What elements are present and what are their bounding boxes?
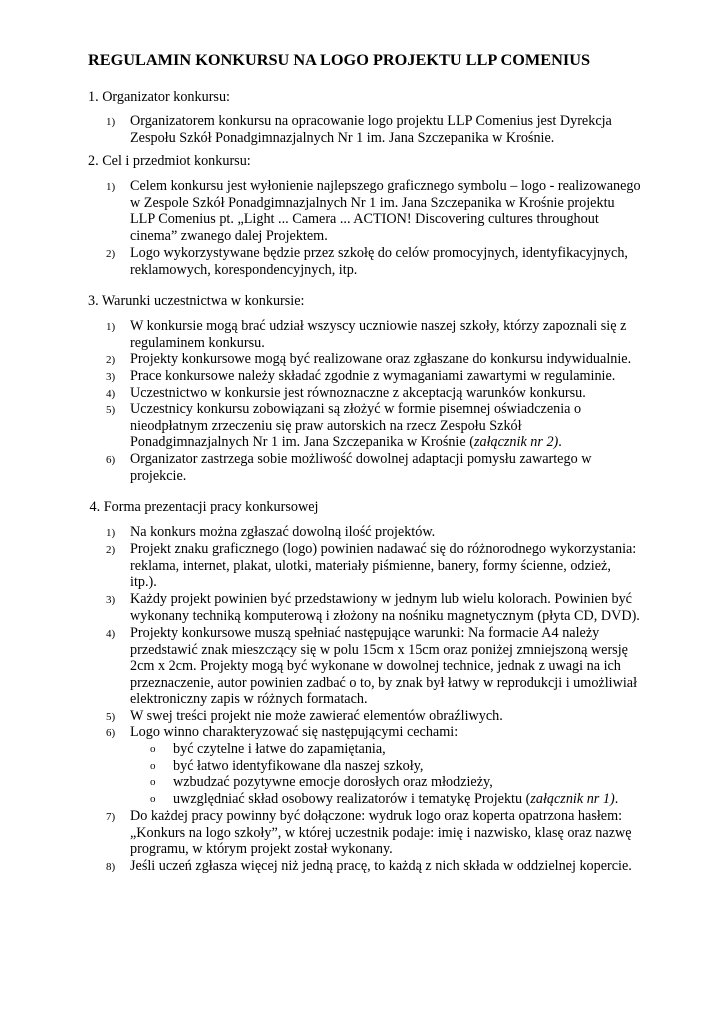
item-line: regulaminem konkursu. (130, 334, 265, 351)
item-line: reklamowych, korespondencyjnych, itp. (130, 261, 358, 278)
item-line: Uczestnictwo w konkursie jest równoznaczne z akceptacją warunków konkursu. (130, 385, 586, 401)
item-number: 3) (106, 371, 116, 383)
item-number: 3) (106, 594, 116, 606)
list-item (106, 318, 670, 351)
item-number: 6) (106, 454, 116, 466)
item-line: Prace konkursowe należy składać zgodnie z wymaganiami zawartymi w regulaminie. (130, 368, 616, 384)
item-line: Każdy projekt powinien być przedstawiony w jednym lub wielu kolorach. Powinien być (130, 591, 632, 607)
item-line: 2cm x 2cm. Projekty mogą być wykonane w dowolnej technice, jednak z uwagi na ich (130, 658, 621, 674)
item-line: programu, w którym projekt został wykonany. (130, 841, 393, 857)
bullet-item (150, 774, 493, 791)
item-line: przeznaczenie, autor powinien zadbać o to, by znak był łatwy w reprodukcji i umożliwiał (130, 674, 638, 691)
item-line: itp.). (130, 574, 157, 590)
attachment-reference: załącznik nr 1) (530, 791, 615, 807)
item-line: Jeśli uczeń zgłasza więcej niż jedną pracę, to każdą z nich składa w oddzielnej kopercie. (130, 858, 632, 874)
item-line: Zespołu Szkół Ponadgimnazjalnych Nr 1 im. Jana Szczepanika w Krośnie. (130, 129, 555, 146)
section-heading: 4. Forma prezentacji pracy konkursowej (86, 499, 319, 515)
list-item (106, 708, 670, 725)
item-line: Projekty konkursowe muszą spełniać następujące warunki: Na formacie A4 należy (130, 625, 600, 641)
bullet-item (150, 741, 386, 758)
list-item (106, 178, 670, 244)
item-line: Na konkurs można zgłaszać dowolną ilość projektów. (130, 524, 436, 540)
list-item (106, 541, 670, 591)
item-line: projekcie. (130, 467, 187, 484)
section-heading: 2. Cel i przedmiot konkursu: (88, 153, 251, 169)
item-line: cinema” zwanego dalej Projektem. (130, 227, 328, 244)
bullet-marker: o (150, 743, 156, 755)
bullet-marker: o (150, 776, 156, 788)
item-line: wykonany techniką komputerową i złożony na nośniku magnetycznym (płyta CD, DVD). (130, 607, 640, 624)
item-line: przedstawić znak mieszczący się w polu 15cm x 15cm oraz poniżej zmniejszoną wersję (130, 641, 628, 658)
bullet-marker: o (150, 793, 156, 805)
list-item (106, 401, 670, 451)
item-number: 8) (106, 861, 116, 873)
item-line-end: . (558, 434, 562, 450)
item-line: reklama, internet, plakat, ulotki, materiały piśmienne, banery, formy ścienne, odzież, (130, 557, 611, 574)
list-item (106, 351, 670, 368)
item-line: Uczestnicy konkursu zobowiązani są złożyć w formie pisemnej oświadczenia o (130, 401, 582, 417)
bullet-text: być czytelne i łatwe do zapamiętania, (173, 741, 386, 757)
item-number: 1) (106, 321, 116, 333)
item-number: 6) (106, 727, 116, 739)
list-item (106, 625, 670, 708)
item-line: elektroniczny zapis w różnych formatach. (130, 691, 368, 707)
item-number: 2) (106, 354, 116, 366)
list-item (106, 724, 670, 741)
list-item (106, 451, 670, 484)
attachment-reference: załącznik nr 2) (473, 434, 559, 450)
item-line: Logo winno charakteryzować się następującymi cechami: (130, 724, 459, 740)
item-number: 2) (106, 544, 116, 556)
item-number: 1) (106, 527, 116, 539)
bullet-marker: o (150, 760, 156, 772)
item-line: „Konkurs na logo szkoły”, w której uczestnik podaje: imię i nazwisko, klasę oraz nazwę (130, 824, 632, 841)
item-line: Celem konkursu jest wyłonienie najlepszego graficznego symbolu – logo - realizowanego (130, 178, 641, 194)
item-number: 1) (106, 116, 116, 128)
bullet-text: być łatwo identyfikowane dla naszej szkoły, (173, 758, 424, 774)
list-item (106, 591, 670, 624)
item-line: W konkursie mogą brać udział wszyscy uczniowie naszej szkoły, którzy zapoznali się z (130, 318, 627, 334)
list-item (106, 245, 670, 278)
item-number: 4) (106, 628, 116, 640)
bullet-item (150, 791, 619, 808)
item-line: Organizatorem konkursu na opracowanie logo projektu LLP Comenius jest Dyrekcja (130, 113, 612, 129)
item-line: nieodpłatnym zrzeczeniu się praw autorskich na rzecz Zespołu Szkół (130, 417, 522, 434)
item-line: Projekt znaku graficznego (logo) powinien nadawać się do różnorodnego wykorzystania: (130, 541, 637, 557)
item-line: Logo wykorzystywane będzie przez szkołę do celów promocyjnych, identyfikacyjnych, (130, 245, 628, 261)
item-number: 4) (106, 388, 116, 400)
item-line: W swej treści projekt nie może zawierać elementów obraźliwych. (130, 708, 503, 724)
item-number: 7) (106, 811, 116, 823)
item-line (130, 434, 670, 451)
list-item (106, 385, 670, 402)
section-heading: 3. Warunki uczestnictwa w konkursie: (88, 293, 305, 309)
list-item (106, 113, 670, 146)
bullet-text: wzbudzać pozytywne emocje dorosłych oraz młodzieży, (173, 774, 493, 790)
section-heading: 1. Organizator konkursu: (88, 89, 230, 105)
item-number: 5) (106, 404, 116, 416)
bullet-item (150, 758, 424, 775)
item-number: 2) (106, 248, 116, 260)
bullet-end: . (614, 791, 619, 807)
list-item (106, 524, 670, 541)
item-number: 5) (106, 711, 116, 723)
item-line: w Zespole Szkół Ponadgimnazjalnych Nr 1 im. Jana Szczepanika w Krośnie projektu (130, 194, 615, 211)
item-line: LLP Comenius pt. „Light ... Camera ... ACTION! Discovering cultures throughout (130, 211, 599, 227)
item-number: 1) (106, 181, 116, 193)
item-line: Organizator zastrzega sobie możliwość dowolnej adaptacji pomysłu zawartego w (130, 451, 592, 467)
list-item (106, 858, 670, 875)
list-item (106, 808, 670, 858)
list-item (106, 368, 670, 385)
item-line: Do każdej pracy powinny być dołączone: wydruk logo oraz koperta opatrzona hasłem: (130, 808, 623, 824)
document-title: REGULAMIN KONKURSU NA LOGO PROJEKTU LLP COMENIUS (88, 50, 591, 69)
item-line-text: Ponadgimnazjalnych Nr 1 im. Jana Szczepanika w Krośnie ( (130, 434, 474, 450)
bullet-text: uwzględniać skład osobowy realizatorów i tematykę Projektu ( (173, 791, 531, 807)
item-line: Projekty konkursowe mogą być realizowane oraz zgłaszane do konkursu indywidualnie. (130, 351, 632, 367)
